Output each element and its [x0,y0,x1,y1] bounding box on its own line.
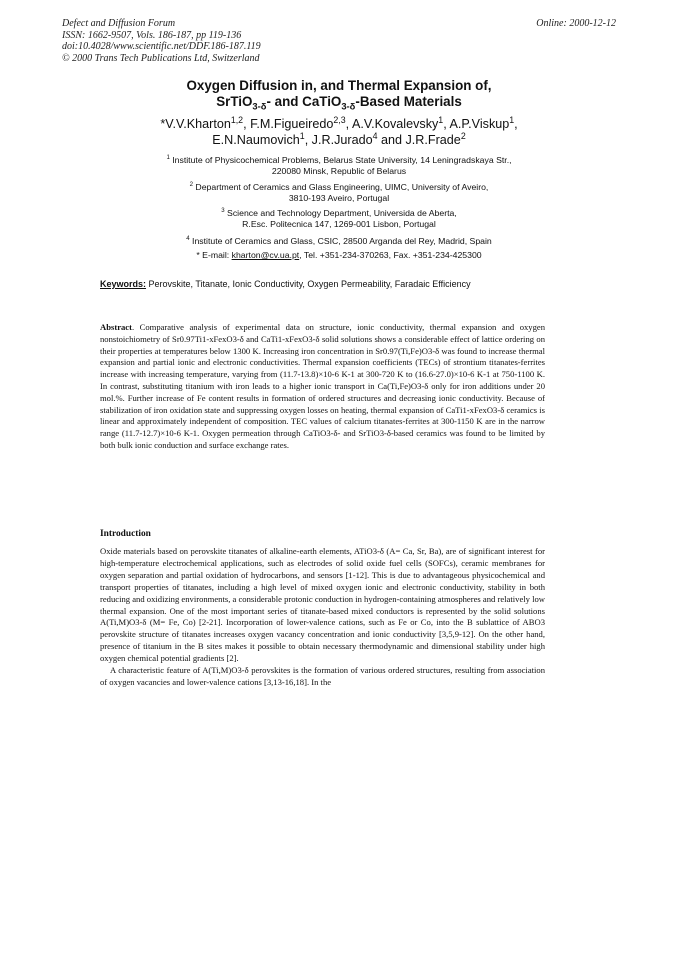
online-date: Online: 2000-12-12 [536,18,616,29]
title-line-2: SrTiO$_{3-\delta}$- and CaTiO$_{3-\delta}$-Based Materials [216,94,462,112]
abstract-text: . Comparative analysis of experimental data on structure, ionic conductivity, thermal expansion and oxygen nonstoichiometry of Sr0.97Ti1-xFexO3-δ and CaTi1-xFexO3-δ solid solutions shows a considerable effect of lattice ordering on their properties at temperatures below 1300 K. Increasing iron concentration in Sr0.97(Ti,Fe)O3-δ was found to increase thermal expansion and partial ionic and electronic conductivities. Thermal expansion coefficients (TECs) of strontium titanates-ferrites increase with increasing temperature, varying from (11.7-13.8)×10-6 K-1 at 300-720 K to (16.6-27.0)×10-6 K-1 at 750-1100 K. In contrast, substituting titanium with iron leads to a higher ionic transport in Ca(Ti,Fe)O3-δ only for iron additions under 20 mol.%. Further increase of Fe content results in formation of ordered structures and decreasing ionic conductivity. Because of stabilization of iron oxidation state and suppressing oxygen losses on heating, thermal expansion of CaTi1-xFexO3-δ ceramics is linear and approximately independent of composition. TEC values of calcium titanates-ferrites at 300-1150 K are in the narrow range (11.7-12.7)×10-6 K-1. Oxygen permeation through CaTiO3-δ- and SrTiO3-δ-based ceramics was found to be limited by both bulk ionic conduction and surface exchange rates. [100,322,545,450]
abstract-label: Abstract [100,322,132,332]
keywords [100,279,588,290]
affiliation-1: $^1$ Institute of Physicochemical Problems, Belarus State University, 14 Leningradskaya Str., 220080 Minsk, Republic of Belarus [166,154,512,177]
abstract [100,322,545,452]
introduction-heading: Introduction [100,529,151,539]
journal-name: Defect and Diffusion Forum [62,18,176,29]
affiliation-3: $^3$ Science and Technology Department, Universida de Aberta, R.Esc. Politecnica 147, 1269-001 Lisbon, Portugal [221,207,457,230]
intro-paragraph-2: A characteristic feature of A(Ti,M)O3-δ perovskites is the formation of various ordered structures, resulting from association of oxygen vacancies and lower-valence cations [3,13-16,18]. In the [100,665,545,687]
affiliation-2: $^2$ Department of Ceramics and Glass Engineering, UIMC, University of Aveiro, 3810-193 Aveiro, Portugal [189,181,489,204]
introduction-body [100,546,545,689]
doi-line: doi:10.4028/www.scientific.net/DDF.186-187.119 [62,41,261,52]
journal-header [62,18,616,64]
contact-line: * E-mail: kharton@cv.ua.pt, Tel. +351-234-370263, Fax. +351-234-425300 [196,250,482,260]
keywords-label: Keywords: [100,279,147,289]
keywords-text: Perovskite, Titanate, Ionic Conductivity, Oxygen Permeability, Faradaic Efficiency [146,279,471,289]
issn-line: ISSN: 1662-9507, Vols. 186-187, pp 119-136 [62,29,242,41]
email-link[interactable]: kharton@cv.ua.pt [231,250,300,260]
intro-paragraph-1: Oxide materials based on perovskite titanates of alkaline-earth elements, ATiO3-δ (A= Ca, Sr, Ba), are of significant interest for high-temperature electrochemical applications, such as electrodes of solid oxide fuel cells (SOFCs), ceramic membranes for oxygen separation and partial oxidation of hydrocarbons, and sensors [1-12]. This is due to advantageous physicochemical and transport properties of titanates, including a high level of mixed oxygen ionic and electronic conductivity, stability in both reducing and oxidizing environments, a considerable protonic conduction in hydrogen-containing atmospheres and relatively low thermal expansion. One of the most important series of titanate-based mixed conductors is represented by the solid solutions A(Ti,M)O3-δ (M= Fe, Co) [2-21]. Incorporation of lower-valence cations, such as Fe or Co, into the B sublattice of ABO3 perovskite structure of titanates increases oxygen vacancy concentration and ionic conductivity [3,5,9-12]. On the other hand, presence of titanium in the B sites makes it possible to obtain necessary thermodynamic and dimensional stability under high oxygen chemical potential gradients [2]. [100,546,545,664]
copyright-line: © 2000 Trans Tech Publications Ltd, Switzerland [62,52,260,64]
author-line-1: *V.V.Kharton$^{1,2}$, F.M.Figueiredo$^{2,3}$, A.V.Kovalevsky$^1$, A.P.Viskup$^1$, [160,114,518,131]
title-line-1: Oxygen Diffusion in, and Thermal Expansion of, [186,78,492,93]
affiliation-4: $^4$ Institute of Ceramics and Glass, CSIC, 28500 Arganda del Rey, Madrid, Spain [186,235,492,246]
paper-title [80,78,598,110]
author-list [70,116,608,148]
author-line-2: E.N.Naumovich$^1$, J.R.Jurado$^4$ and J.R.Frade$^2$ [212,130,466,147]
